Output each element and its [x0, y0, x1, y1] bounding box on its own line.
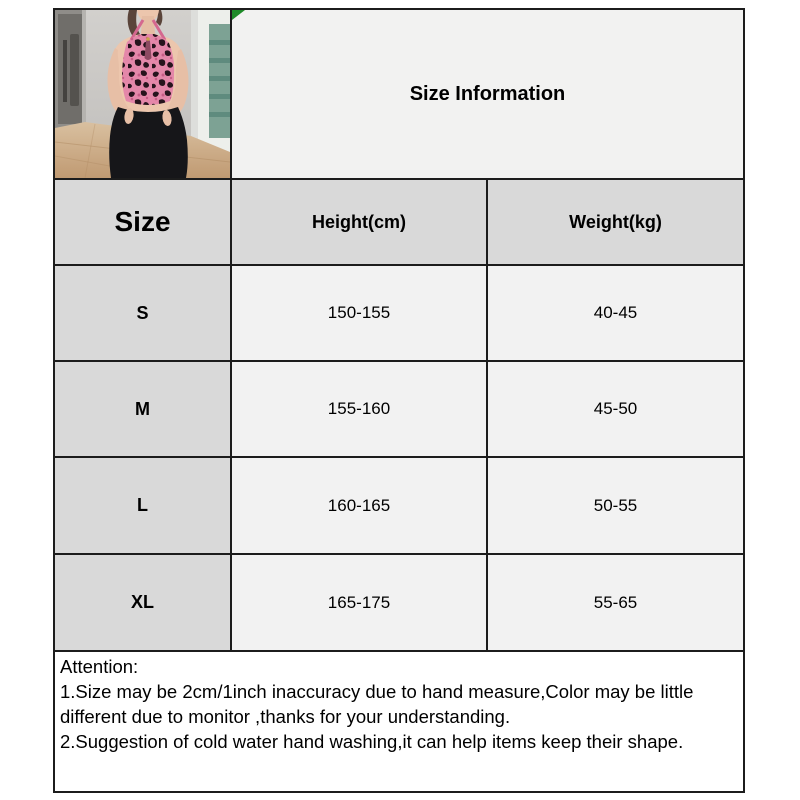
row-xl-weight: 55-65 — [488, 555, 743, 650]
window-with-building — [191, 10, 230, 152]
attention-note — [55, 652, 743, 791]
product-photo-illustration — [55, 10, 230, 178]
row-s-size: S — [55, 266, 230, 360]
black-leggings — [109, 107, 188, 178]
product-photo — [55, 10, 230, 178]
row-xl-height: 165-175 — [232, 555, 486, 650]
column-header-weight: Weight(kg) — [488, 180, 743, 264]
row-l-height: 160-165 — [232, 458, 486, 553]
row-xl-size: XL — [55, 555, 230, 650]
row-m-size: M — [55, 362, 230, 456]
row-s-weight: 40-45 — [488, 266, 743, 360]
column-header-size: Size — [55, 180, 230, 264]
attention-line-2: different due to monitor ,thanks for your understanding. — [60, 706, 511, 727]
green-corner-marker — [232, 10, 245, 20]
attention-line-3: 2.Suggestion of cold water hand washing,it can help items keep their shape. — [60, 731, 684, 752]
page-title: Size Information — [232, 10, 743, 178]
gym-mirror-equipment — [55, 10, 86, 128]
neck — [141, 16, 155, 34]
size-table — [53, 8, 745, 793]
attention-line-1: 1.Size may be 2cm/1inch inaccuracy due to hand measure,Color may be little — [60, 681, 694, 702]
attention-label: Attention: — [60, 656, 139, 677]
row-l-weight: 50-55 — [488, 458, 743, 553]
row-m-weight: 45-50 — [488, 362, 743, 456]
row-l-size: L — [55, 458, 230, 553]
row-m-height: 155-160 — [232, 362, 486, 456]
column-header-height: Height(cm) — [232, 180, 486, 264]
row-s-height: 150-155 — [232, 266, 486, 360]
